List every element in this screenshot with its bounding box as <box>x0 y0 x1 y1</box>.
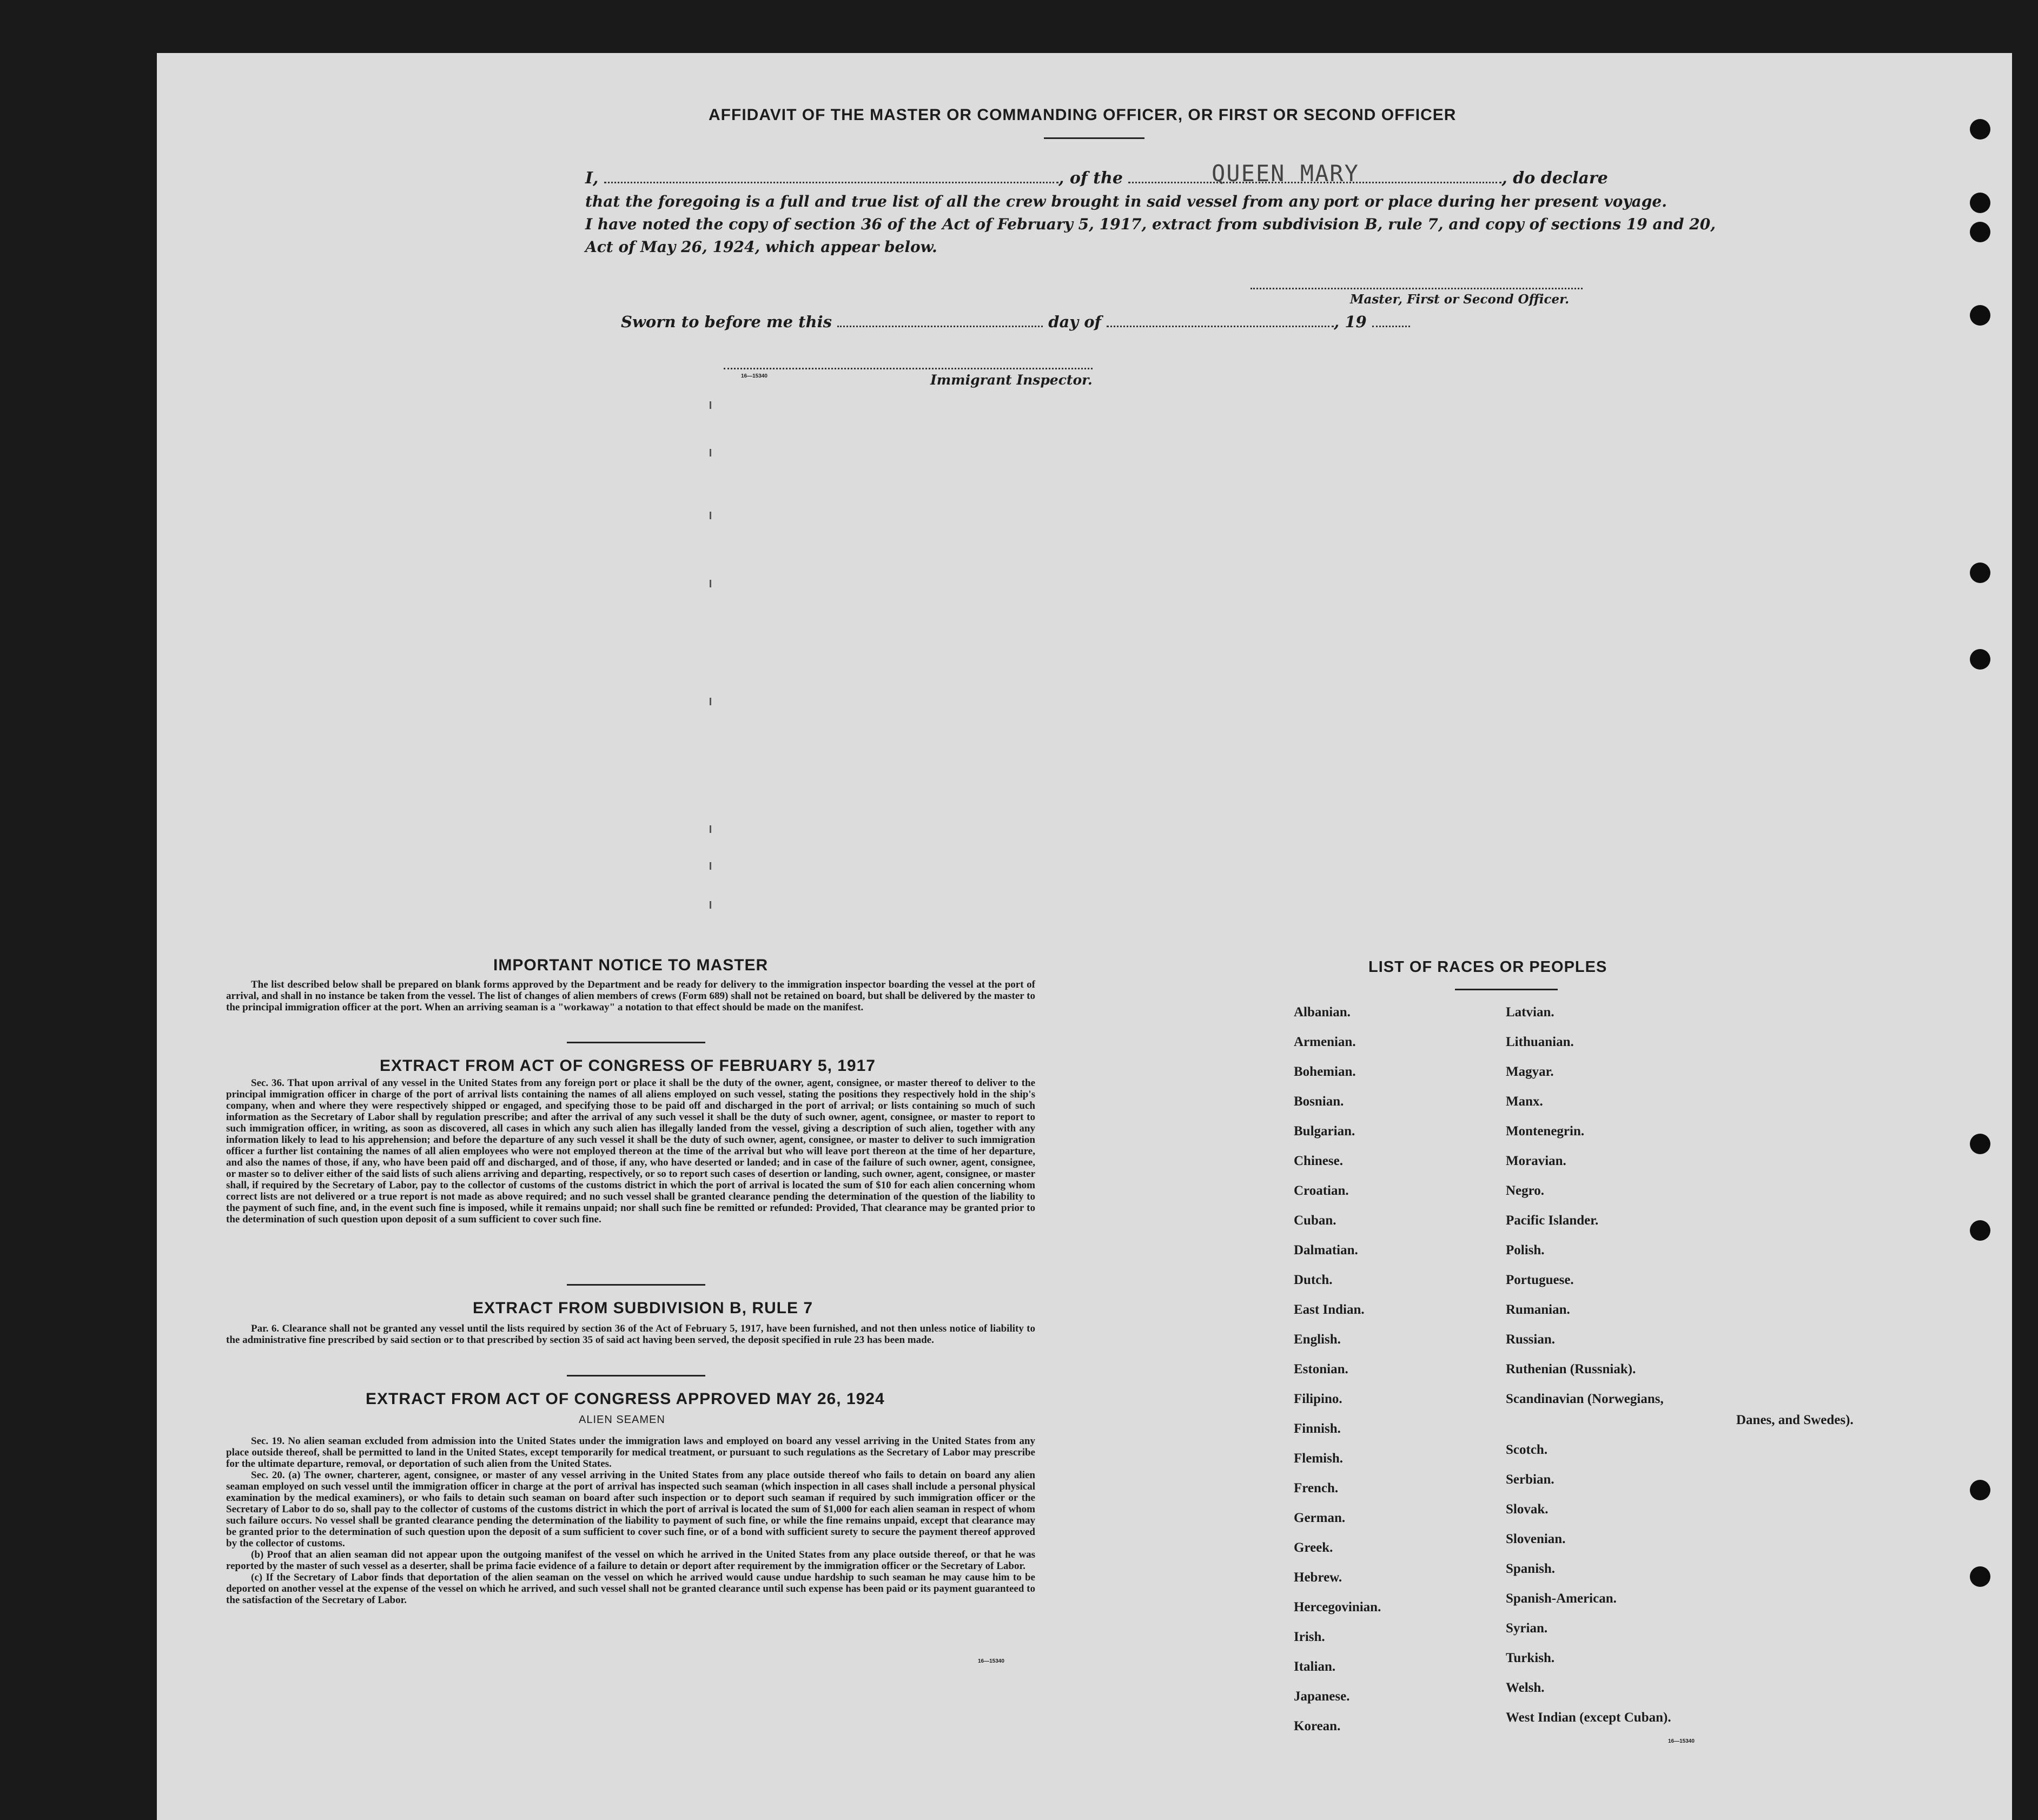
binder-hole <box>1970 1566 1990 1587</box>
binder-hole <box>1970 1220 1990 1241</box>
fold-mark <box>710 698 711 705</box>
race-item: French. <box>1294 1481 1339 1495</box>
race-item: Korean. <box>1294 1719 1341 1733</box>
race-item: Russian. <box>1506 1332 1556 1347</box>
extract-1917-text: Sec. 36. That upon arrival of any vessel in the United States from any foreign port or place it shall be the duty of the owner, agent, consignee, or master thereof to deliver to the principal immigration officer in charge of the port of arrival lists containing the names of all aliens employed on such vessel, stating the positions they respectively hold in the ship's company, when and where they were respectively shipped or engaged, and specifying those to be paid off and discharged in the port of arrival; or lists containing so much of such information as the Secretary of Labor shall by regulation prescribe; and after the arrival of any such vessel it shall be the duty of such owner, agent, consignee, or master to report to such immigration officer, in writing, as soon as discovered, all cases in which any such alien has illegally landed from the vessel, giving a description of such alien, together with any information likely to lead to his apprehension; and before the departure of any such vessel it shall be the duty of such owner, agent, consignee, or master to deliver to such immigration officer a further list containing the names of all alien employees who were not employed thereon at the time of the arrival but who will leave port thereon at the time of her departure, and also the names of those, if any, who have been paid off and discharged, and of those, if any, who have deserted or landed; and in case of the failure of such owner, agent, consignee, or master so to deliver either of the said lists of such aliens arriving and departing, respectively, or so to report such cases of desertion or landing, such owner, agent, consignee, or master shall, if required by the Secretary of Labor, pay to the collector of customs of the customs district in which the port of arrival is located the sum of $10 for each alien concerning whom correct lists are not delivered or a true report is not made as above required; and no such vessel shall be granted clearance pending the determination of the question of the liability to the payment of such fine, and, in the event such fine is imposed, while it remains unpaid; nor shall such fine be remitted or refunded: Provided, That clearance may be granted prior to the determination of such question upon deposit of a sum sufficient to cover such fine. <box>226 1077 1036 1225</box>
race-item: Flemish. <box>1294 1451 1343 1466</box>
signature-label: Master, First or Second Officer. <box>1350 292 1570 307</box>
name-blank <box>604 182 1058 183</box>
binder-hole <box>1970 222 1990 242</box>
race-item: Estonian. <box>1294 1362 1348 1376</box>
affidavit-title: AFFIDAVIT OF THE MASTER OR COMMANDING OFFICER, OR FIRST OR SECOND OFFICER <box>709 106 1457 124</box>
race-item: Albanian. <box>1294 1005 1351 1020</box>
fold-mark <box>710 862 711 870</box>
race-item: Finnish. <box>1294 1421 1341 1436</box>
race-item: Cuban. <box>1294 1213 1336 1228</box>
race-item: Scotch. <box>1506 1442 1548 1457</box>
affidavit-line-2: that the foregoing is a full and true list of all the crew brought in said vessel from any port or place during her present voyage. <box>585 193 1667 210</box>
divider <box>567 1375 705 1376</box>
race-item: Slovak. <box>1506 1501 1549 1517</box>
notice-text: The list described below shall be prepared on blank forms approved by the Department and be ready for delivery to the immigration inspector boarding the vessel at the port of arrival, and shall in no instance be taken from the vessel. The list of changes of alien members of crews (Form 689) shall not be retained on board, but shall be delivered by the master to the principal immigration officer at the port. When an arriving seaman is a "workaway" a notation to that effect should be made on the manifest. <box>226 979 1035 1013</box>
race-item: Spanish-American. <box>1506 1591 1617 1606</box>
race-item: Turkish. <box>1506 1650 1555 1665</box>
sec20a-text: Sec. 20. (a) The owner, charterer, agent, consignee, or master of any vessel arriving in the United States from any place outside thereof who fails to detain on board any alien seaman employed on such vessel until the immigration officer in charge at the port of arrival has inspected such seaman (which inspection in all cases shall include a personal physical examination by the medical examiners), or who fails to detain such seaman on board after such inspection or to deport such seaman if required by such immigration officer or the Secretary of Labor to do so, shall pay to the collector of customs of the customs district in which the port of arrival is located the sum of $1,000 for each alien seaman in respect of whom such failure occurs. No vessel shall be granted clearance pending the determination of the liability to payment of such fine, or while the fine remains unpaid, except that clearance may be granted prior to the determination of such question upon the deposit of a sum sufficient to cover such fine, or of a bond with sufficient surety to secure the payment thereof approved by the collector of customs. <box>226 1470 1035 1549</box>
vessel-name-stamp: QUEEN MARY <box>1212 160 1359 187</box>
fold-mark <box>710 512 711 519</box>
of-the: , of the <box>1058 169 1123 188</box>
race-item: Danes, and Swedes). <box>1736 1412 1854 1427</box>
binder-hole <box>1970 119 1990 140</box>
divider <box>1044 137 1144 139</box>
race-item: Dalmatian. <box>1294 1243 1358 1258</box>
binder-hole <box>1970 649 1990 670</box>
rule7-text: Par. 6. Clearance shall not be granted any vessel until the lists required by section 36 of the Act of February 5, 1917, have been furnished, and not then unless notice of liability to the administrative fine prescribed by said section or to that prescribed by section 35 of said act having been served, the deposit specified in rule 23 has been made. <box>226 1323 1035 1346</box>
race-item: Moravian. <box>1506 1154 1566 1168</box>
race-item: Bulgarian. <box>1294 1124 1355 1139</box>
binder-hole <box>1970 1480 1990 1500</box>
fold-mark <box>710 449 711 456</box>
do-declare: , do declare <box>1501 169 1608 188</box>
race-item: Ruthenian (Russniak). <box>1506 1362 1636 1376</box>
race-item: Welsh. <box>1506 1680 1545 1695</box>
inspector-signature-line <box>724 368 1093 369</box>
sec19-text: Sec. 19. No alien seaman excluded from admission into the United States under the immigration laws and employed on board any vessel arriving in the United States from any place outside thereof, shall be permitted to land in the United States, except temporarily for medical treatment, or pursuant to such regulations as the Secretary of Labor may prescribe for the ultimate departure, removal, or deportation of such alien from the United States. <box>226 1435 1035 1470</box>
race-item: German. <box>1294 1511 1346 1525</box>
race-item: Hebrew. <box>1294 1570 1342 1585</box>
sworn-label: Sworn to before me this <box>621 313 832 331</box>
day-blank <box>837 326 1043 327</box>
divider <box>567 1284 705 1286</box>
race-item: Croatian. <box>1294 1183 1349 1198</box>
race-item: Rumanian. <box>1506 1302 1570 1317</box>
race-item: Pacific Islander. <box>1506 1213 1599 1228</box>
day-of: day of <box>1048 313 1102 331</box>
intro-i: I, <box>585 169 599 188</box>
divider <box>1455 989 1558 990</box>
fold-mark <box>710 401 711 409</box>
sec20c-text: (c) If the Secretary of Labor finds that deportation of the alien seaman on the vessel on which he arrived would cause undue hardship to such seaman he may cause him to be deported on another vessel at the expense of the vessel on which he arrived, and such vessel shall not be granted clearance until such expense has been paid or its payment guaranteed to the satisfaction of the Secretary of Labor. <box>226 1572 1035 1606</box>
race-item: Slovenian. <box>1506 1531 1566 1546</box>
race-item: Montenegrin. <box>1506 1124 1585 1139</box>
extract-1924-body <box>226 1435 1035 1606</box>
inspector-label: Immigrant Inspector. <box>930 372 1093 388</box>
race-item: Scandinavian (Norwegians, <box>1506 1392 1664 1406</box>
affidavit-line-1 <box>585 169 1608 188</box>
race-item: Manx. <box>1506 1094 1543 1109</box>
fold-mark <box>710 901 711 909</box>
rule7-title: EXTRACT FROM SUBDIVISION B, RULE 7 <box>473 1299 813 1317</box>
races-title: LIST OF RACES OR PEOPLES <box>1368 958 1607 976</box>
race-item: Hercegovinian. <box>1294 1600 1381 1614</box>
race-item: Filipino. <box>1294 1392 1342 1406</box>
fold-mark <box>710 825 711 833</box>
extract-1924-title: EXTRACT FROM ACT OF CONGRESS APPROVED MAY 26, 1924 <box>366 1390 885 1408</box>
race-item: Bosnian. <box>1294 1094 1344 1109</box>
form-number: 16—15340 <box>1668 1738 1695 1744</box>
race-item: Dutch. <box>1294 1273 1333 1287</box>
binder-hole <box>1970 193 1990 213</box>
sec20b-text: (b) Proof that an alien seaman did not appear upon the outgoing manifest of the vessel on which he arrived in the United States from any place outside thereof, or that he was reported by the master of such vessel as a deserter, shall be prima facie evidence of a failure to detain or deport after requirement by the immigration officer or the Secretary of Labor. <box>226 1549 1035 1572</box>
race-item: Negro. <box>1506 1183 1545 1198</box>
extract-1917-title: EXTRACT FROM ACT OF CONGRESS OF FEBRUARY 5, 1917 <box>380 1057 876 1075</box>
extract-1924-subtitle: ALIEN SEAMEN <box>579 1414 665 1426</box>
race-item: Syrian. <box>1506 1620 1548 1636</box>
binder-hole <box>1970 305 1990 326</box>
binder-hole <box>1970 1134 1990 1154</box>
divider <box>567 1042 705 1043</box>
race-item: Latvian. <box>1506 1005 1554 1020</box>
fold-mark <box>710 580 711 587</box>
race-item: Japanese. <box>1294 1689 1350 1704</box>
year-blank <box>1372 326 1410 327</box>
year-prefix: , 19 <box>1334 313 1367 331</box>
affidavit-line-3: I have noted the copy of section 36 of the Act of February 5, 1917, extract from subdivision B, rule 7, and copy of sections 19 and 20, <box>585 215 1716 233</box>
race-item: Italian. <box>1294 1659 1336 1674</box>
sworn-line <box>621 313 1410 331</box>
race-item: Serbian. <box>1506 1472 1554 1487</box>
race-item: Armenian. <box>1294 1035 1356 1049</box>
form-number: 16—15340 <box>741 373 767 379</box>
race-item: Polish. <box>1506 1243 1545 1258</box>
form-number: 16—15340 <box>978 1658 1004 1664</box>
race-item: Bohemian. <box>1294 1064 1356 1079</box>
notice-title: IMPORTANT NOTICE TO MASTER <box>493 956 769 974</box>
race-item: Portuguese. <box>1506 1273 1574 1287</box>
race-item: Chinese. <box>1294 1154 1343 1168</box>
month-blank <box>1107 326 1334 327</box>
affidavit-line-4: Act of May 26, 1924, which appear below. <box>585 238 937 256</box>
race-item: East Indian. <box>1294 1302 1365 1317</box>
race-item: Spanish. <box>1506 1561 1556 1576</box>
race-item: Magyar. <box>1506 1064 1554 1079</box>
race-item: Lithuanian. <box>1506 1035 1574 1049</box>
signature-line <box>1250 288 1583 289</box>
race-item: Greek. <box>1294 1540 1333 1555</box>
race-item: Irish. <box>1294 1630 1325 1644</box>
race-item: West Indian (except Cuban). <box>1506 1710 1671 1725</box>
race-item: English. <box>1294 1332 1341 1347</box>
binder-hole <box>1970 562 1990 583</box>
